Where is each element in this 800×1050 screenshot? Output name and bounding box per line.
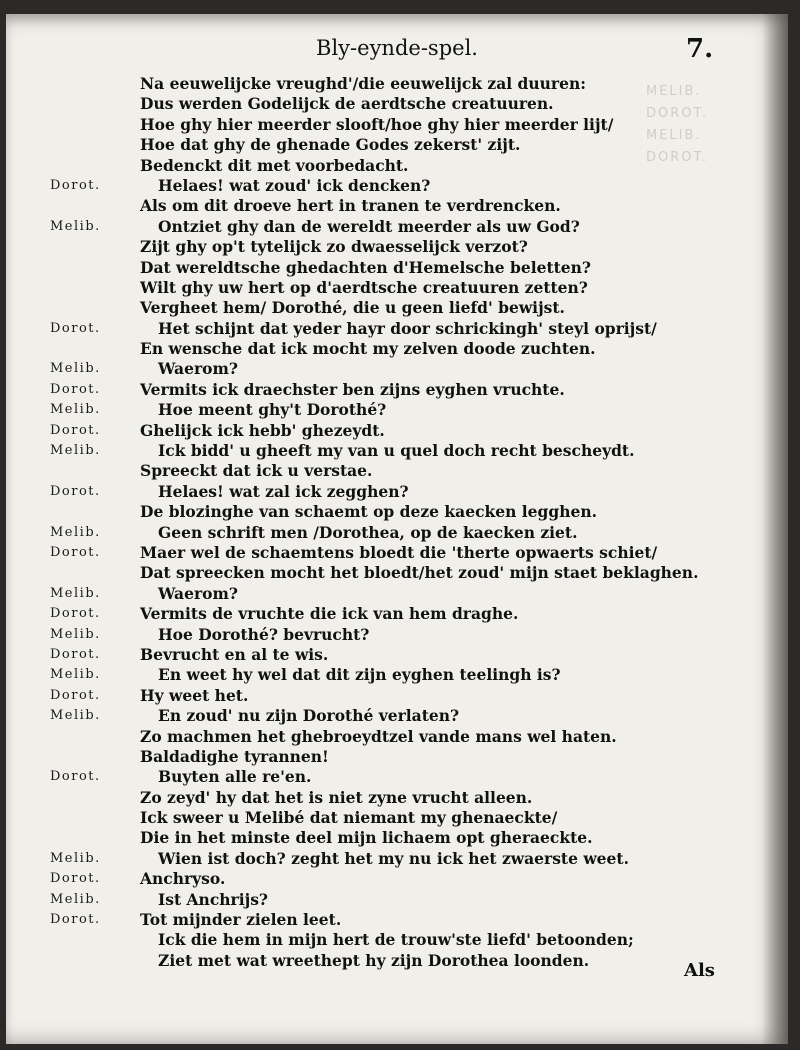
verse-text: Bedenckt dit met voorbedacht. (140, 155, 409, 175)
verse-line (6, 217, 788, 237)
verse-text: Ist Anchrijs? (158, 889, 269, 909)
speaker-label: Dorot. (50, 687, 101, 703)
verse-line (6, 808, 788, 828)
verse-line (6, 135, 788, 155)
page-number: 7. (686, 34, 714, 64)
verse-text: Dus werden Godelijck de aerdtsche creatuuren. (140, 94, 554, 114)
verse-line (6, 890, 788, 910)
speaker-label: Melib. (50, 708, 101, 724)
verse-line (6, 563, 788, 583)
verse-text: Wien ist doch? zeght het my nu ick het zwaerste weet. (158, 848, 629, 868)
verse-line (6, 584, 788, 604)
verse-text: En zoud' nu zijn Dorothé verlaten? (158, 706, 460, 726)
verse-line (6, 298, 788, 318)
verse-text: Ziet met wat wreethept hy zijn Dorothea loonden. (158, 950, 590, 970)
verse-text: Vermits ick draechster ben zijns eyghen vruchte. (140, 379, 565, 399)
speaker-label: Dorot. (50, 320, 101, 336)
speaker-label: Melib. (50, 524, 101, 540)
verse-line (6, 441, 788, 461)
verse-line (6, 645, 788, 665)
verse-line (6, 482, 788, 502)
verse-line (6, 869, 788, 889)
book-page (6, 14, 788, 1044)
verse-line (6, 319, 788, 339)
speaker-label: Dorot. (50, 381, 101, 397)
verse-text: Hoe ghy hier meerder slooft/hoe ghy hier meerder lijt/ (140, 114, 614, 134)
verse-text: Anchryso. (140, 869, 226, 889)
verse-text: En weet hy wel dat dit zijn eyghen teelingh is? (158, 665, 561, 685)
speaker-label: Dorot. (50, 871, 101, 887)
verse-line (6, 258, 788, 278)
speaker-label: Melib. (50, 218, 101, 234)
verse-line (6, 523, 788, 543)
speaker-label: Dorot. (50, 646, 101, 662)
verse-line (6, 665, 788, 685)
verse-text: Dat wereldtsche ghedachten d'Hemelsche beletten? (140, 257, 592, 277)
verse-line (6, 359, 788, 379)
verse-line (6, 727, 788, 747)
verse-text: De blozinghe van schaemt op deze kaecken legghen. (140, 502, 598, 522)
verse-line (6, 788, 788, 808)
verse-line (6, 910, 788, 930)
speaker-label: Melib. (50, 585, 101, 601)
speaker-label: Melib. (50, 667, 101, 683)
verse-text: Na eeuwelijcke vreughd'/die eeuwelijck zal duuren: (140, 74, 586, 93)
verse-text: Als om dit droeve hert in tranen te verdrencken. (140, 196, 561, 216)
bleed-through-speaker: DOROT. (646, 150, 709, 165)
speaker-label: Melib. (50, 891, 101, 907)
verse-text: Hoe dat ghy de ghenade Godes zekerst' zijt. (140, 135, 521, 155)
verse-line (6, 421, 788, 441)
catchword: Als (684, 960, 715, 981)
verse-line (6, 461, 788, 481)
verse-line (6, 828, 788, 848)
speaker-label: Dorot. (50, 483, 101, 499)
verse-line (6, 115, 788, 135)
speaker-label: Dorot. (50, 177, 101, 193)
verse-text-block (6, 74, 788, 971)
bleed-through-speaker: MELIB. (646, 84, 702, 99)
verse-line (6, 706, 788, 726)
verse-line (6, 176, 788, 196)
verse-text: Spreeckt dat ick u verstae. (140, 461, 373, 481)
verse-line (6, 196, 788, 216)
verse-text: Hy weet het. (140, 685, 249, 705)
speaker-label: Dorot. (50, 912, 101, 928)
verse-text: Zo zeyd' hy dat het is niet zyne vrucht alleen. (140, 787, 533, 807)
verse-text: Het schijnt dat yeder hayr door schrickingh' steyl oprijst/ (158, 318, 657, 338)
verse-text: Wilt ghy uw hert op d'aerdtsche creatuuren zetten? (140, 277, 588, 297)
speaker-label: Dorot. (50, 422, 101, 438)
speaker-label: Dorot. (50, 769, 101, 785)
verse-text: En wensche dat ick mocht my zelven doode zuchten. (140, 339, 596, 359)
verse-text: Buyten alle re'en. (158, 767, 312, 787)
verse-line (6, 74, 788, 94)
verse-text: Hoe meent ghy't Dorothé? (158, 400, 387, 420)
speaker-label: Dorot. (50, 606, 101, 622)
verse-text: Helaes! wat zoud' ick dencken? (158, 175, 431, 195)
verse-line (6, 849, 788, 869)
verse-line (6, 400, 788, 420)
bleed-through-speaker: MELIB. (646, 128, 702, 143)
verse-text: Zijt ghy op't tytelijck zo dwaesselijck verzot? (140, 237, 528, 257)
verse-text: Baldadighe tyrannen! (140, 746, 329, 766)
verse-text: Waerom? (158, 359, 238, 379)
verse-line (6, 767, 788, 787)
verse-line (6, 339, 788, 359)
verse-line (6, 747, 788, 767)
verse-text: Tot mijnder zielen leet. (140, 910, 342, 930)
verse-line (6, 543, 788, 563)
speaker-label: Melib. (50, 626, 101, 642)
page-edge-shadow (762, 14, 788, 1044)
verse-text: Ick sweer u Melibé dat niemant my ghenaeckte/ (140, 808, 558, 828)
verse-line (6, 156, 788, 176)
verse-text: Dat spreecken mocht het bloedt/het zoud' mijn staet beklaghen. (140, 563, 699, 583)
verse-text: Ghelijck ick hebb' ghezeydt. (140, 420, 385, 440)
verse-text: Zo machmen het ghebroeydtzel vande mans wel haten. (140, 726, 617, 746)
verse-line (6, 686, 788, 706)
verse-text: Helaes! wat zal ick zegghen? (158, 481, 409, 501)
bleed-through-speaker: DOROT. (646, 106, 709, 121)
verse-line (6, 625, 788, 645)
verse-text: Die in het minste deel mijn lichaem opt gheraeckte. (140, 828, 593, 848)
verse-line (6, 930, 788, 950)
verse-line (6, 951, 788, 971)
verse-text: Hoe Dorothé? bevrucht? (158, 624, 370, 644)
verse-line (6, 604, 788, 624)
speaker-label: Dorot. (50, 544, 101, 560)
verse-line (6, 94, 788, 114)
speaker-label: Melib. (50, 850, 101, 866)
verse-text: Vergheet hem/ Dorothé, die u geen liefd' bewijst. (140, 298, 565, 318)
verse-text: Geen schrift men /Dorothea, op de kaecken ziet. (158, 522, 578, 542)
running-title: Bly-eynde-spel. (316, 36, 478, 60)
verse-line (6, 237, 788, 257)
verse-line (6, 380, 788, 400)
verse-line (6, 502, 788, 522)
verse-text: Bevrucht en al te wis. (140, 644, 329, 664)
verse-text: Vermits de vruchte die ick van hem draghe. (140, 604, 519, 624)
verse-text: Ontziet ghy dan de wereldt meerder als uw God? (158, 216, 580, 236)
speaker-label: Melib. (50, 443, 101, 459)
speaker-label: Melib. (50, 402, 101, 418)
verse-text: Ick die hem in mijn hert de trouw'ste liefd' betoonden; (158, 930, 634, 950)
verse-text: Ick bidd' u gheeft my van u quel doch recht bescheydt. (158, 441, 635, 461)
verse-line (6, 278, 788, 298)
speaker-label: Melib. (50, 361, 101, 377)
verse-text: Waerom? (158, 583, 238, 603)
verse-text: Maer wel de schaemtens bloedt die 'therte opwaerts schiet/ (140, 542, 658, 562)
